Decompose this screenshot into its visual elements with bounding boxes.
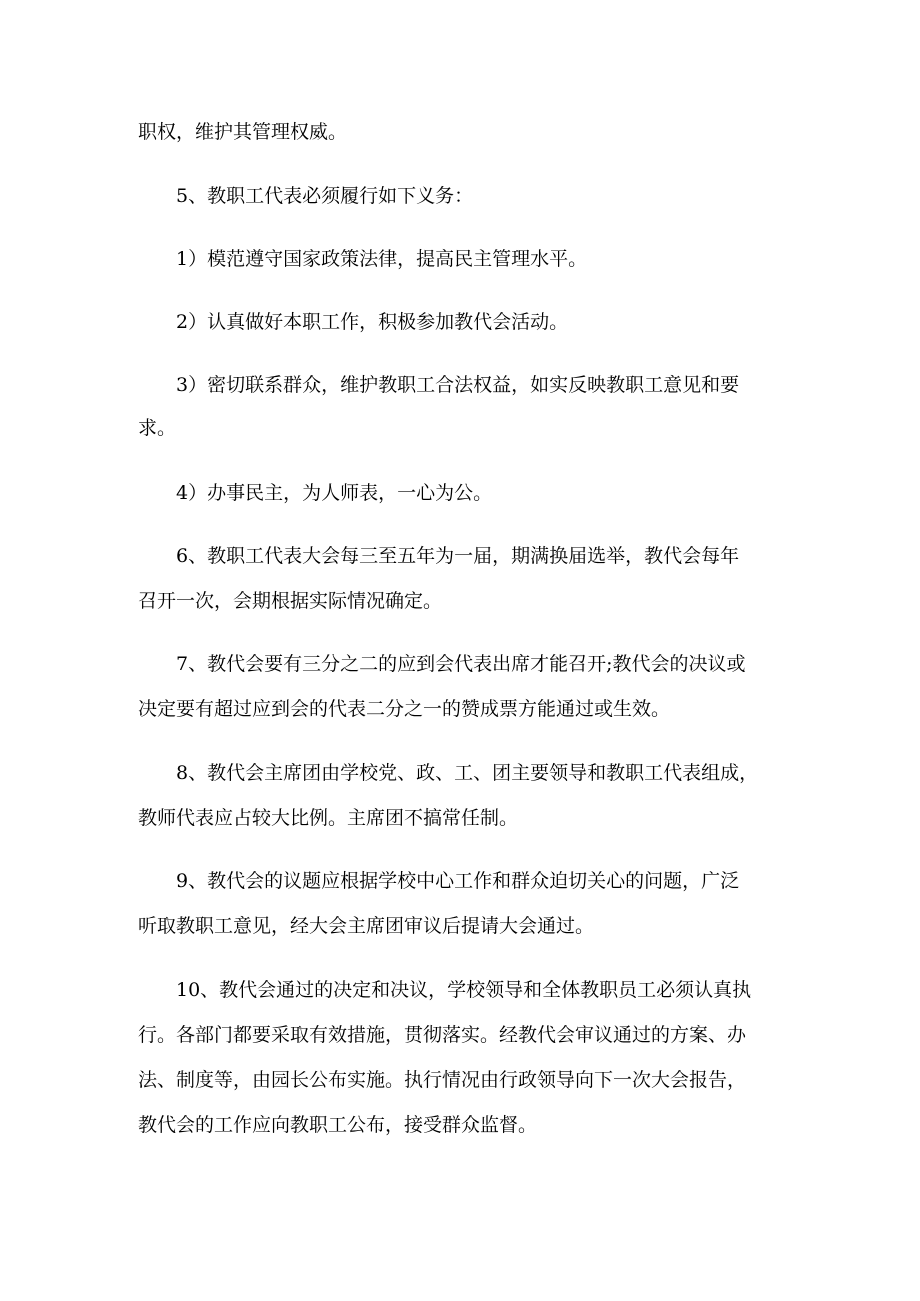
paragraph-line: 听取教职工意见，经大会主席团审议后提请大会通过。: [138, 915, 595, 937]
paragraph-line: 1）模范遵守国家政策法律，提高民主管理水平。: [176, 248, 588, 270]
paragraph-line: 2）认真做好本职工作，积极参加教代会活动。: [176, 311, 569, 333]
paragraph-line: 法、制度等，由园长公布实施。执行情况由行政领导向下一次大会报告，: [138, 1069, 747, 1091]
paragraph-line: 9、教代会的议题应根据学校中心工作和群众迫切关心的问题，广泛: [176, 870, 740, 892]
paragraph-line: 职权，维护其管理权威。: [138, 121, 348, 143]
paragraph-line: 教代会的工作应向教职工公布，接受群众监督。: [138, 1114, 538, 1136]
paragraph-line: 7、教代会要有三分之二的应到会代表出席才能召开;教代会的决议或: [176, 653, 746, 675]
paragraph-line: 10、教代会通过的决定和决议，学校领导和全体教职员工必须认真执: [176, 979, 752, 1001]
paragraph-line: 5、教职工代表必须履行如下义务：: [176, 185, 474, 207]
paragraph-line: 8、教代会主席团由学校党、政、工、团主要领导和教职工代表组成，: [176, 762, 759, 784]
paragraph-line: 求。: [138, 417, 177, 439]
paragraph-line: 教师代表应占较大比例。主席团不搞常任制。: [138, 807, 519, 829]
paragraph-line: 召开一次，会期根据实际情况确定。: [138, 590, 443, 612]
paragraph-line: 决定要有超过应到会的代表二分之一的赞成票方能通过或生效。: [138, 698, 671, 720]
paragraph-line: 6、教职工代表大会每三至五年为一届，期满换届选举，教代会每年: [176, 545, 740, 567]
paragraph-line: 4）办事民主，为人师表，一心为公。: [176, 482, 493, 504]
paragraph-line: 3）密切联系群众，维护教职工合法权益，如实反映教职工意见和要: [176, 374, 740, 396]
paragraph-line: 行。各部门都要采取有效措施，贯彻落实。经教代会审议通过的方案、办: [138, 1024, 747, 1046]
